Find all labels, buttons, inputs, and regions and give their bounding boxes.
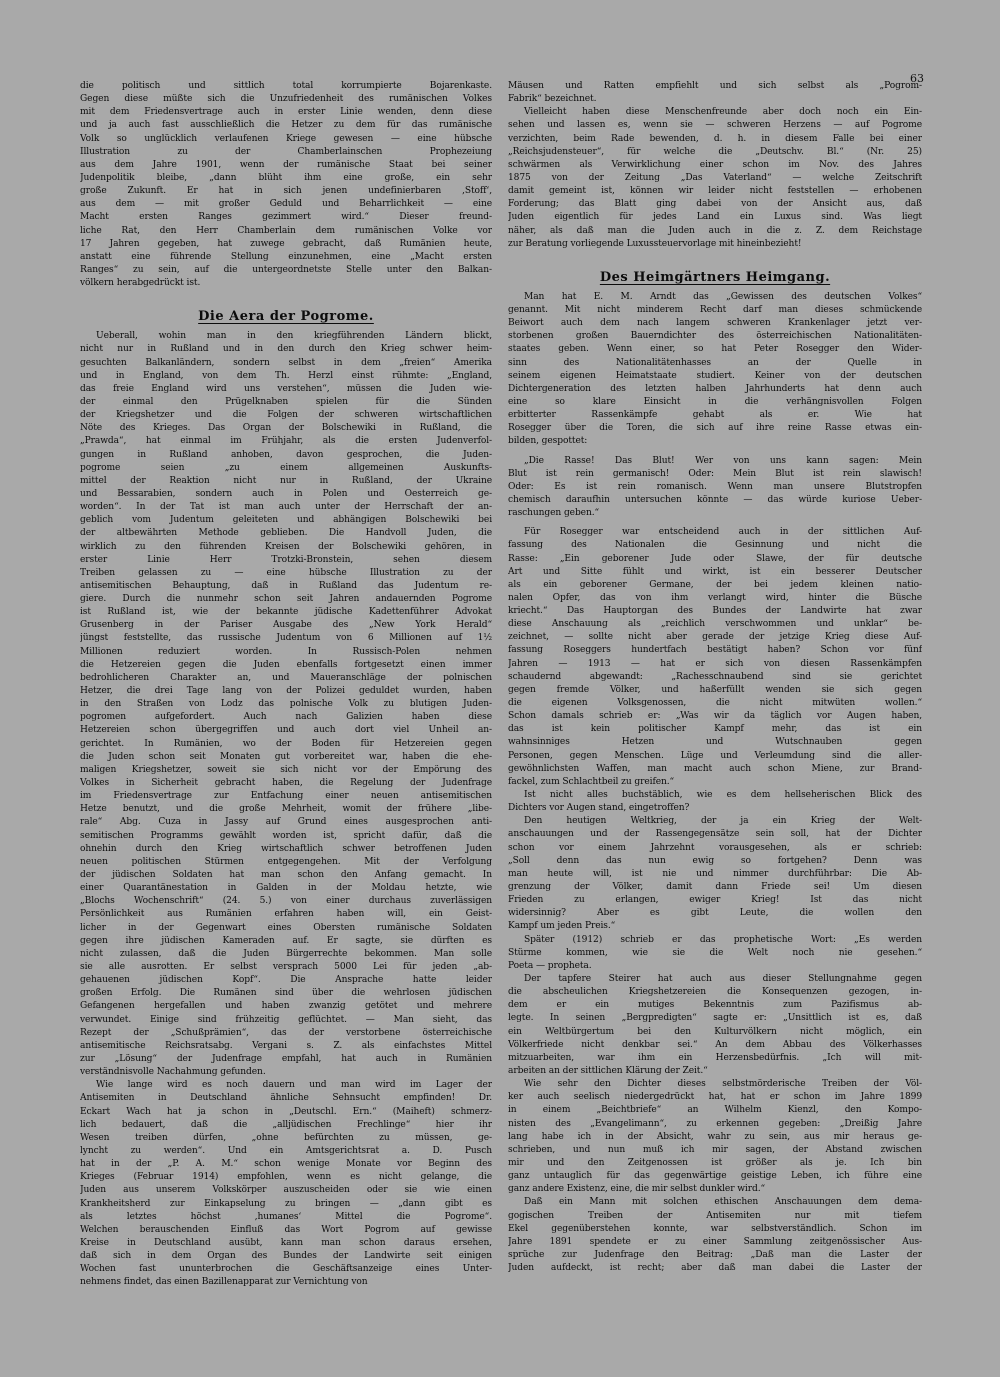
text-line: Stürme kommen, wie sie die Welt noch nie gesehen.“ xyxy=(508,947,922,958)
text-line: Frieden zu erlangen, ewiger Krieg! Ist das nicht xyxy=(508,895,922,906)
text-line: licher in der Gegenwart eines Obersten rumänische Soldaten xyxy=(80,922,492,933)
text-line: der einmal den Prügelknaben spielen für die Sünden xyxy=(80,396,492,407)
text-line: gesuchten Balkanländern, sondern selbst in dem „freien“ Amerika xyxy=(80,357,492,368)
text-line: „Soll denn das nun ewig so fortgehen? Denn was xyxy=(508,855,922,866)
text-line: schaudernd abgewandt: „Rachesschnaubend sind sie gerichtet xyxy=(508,671,922,682)
text-line: diese Anschauung als „reichlich verschwommen und unklar“ be- xyxy=(508,619,922,630)
paragraph xyxy=(508,526,922,789)
text-line: aus dem — mit großer Geduld und Beharrlichkeit — eine xyxy=(80,199,492,210)
paragraph xyxy=(508,291,922,449)
text-line: fassung Roseggers hundertfach bestätigt haben? Schon vor fünf xyxy=(508,645,922,656)
text-line: damit gemeint ist, können wir leider nicht feststellen — erhobenen xyxy=(508,186,922,197)
text-line: die Juden schon seit Monaten gut vorbereitet war, haben die ehe- xyxy=(80,751,492,762)
text-line: chemisch daraufhin untersuchen könnte — das würde kuriose Ueber- xyxy=(508,494,922,505)
text-line: Art und Sitte fühlt und wirkt, ist ein besserer Deutscher xyxy=(508,566,922,577)
paragraph xyxy=(80,1079,492,1289)
quote-block xyxy=(508,455,922,521)
text-line: als letztes höchst ‚humanes‘ Mittel die Pogrome“. xyxy=(80,1211,492,1222)
text-line: geblich vom Judentum geleiteten und abhängigen Bolschewiki bei xyxy=(80,515,492,526)
paragraph xyxy=(508,815,922,933)
text-line: große Zukunft. Er hat in sich jenen undefinierbaren ‚Stoff‘, xyxy=(80,186,492,197)
text-line: der jüdischen Soldaten hat man schon den Anfang gemacht. In xyxy=(80,870,492,881)
text-line: Poeta — propheta. xyxy=(508,960,592,971)
text-line: und ja auch fast ausschließlich die Hetzer zu dem für das rumänische xyxy=(80,120,492,131)
paragraph xyxy=(80,330,492,1079)
text-line: Volkes in Sicherheit gebracht haben, die Regelung der Judenfrage xyxy=(80,778,492,789)
text-line: Kampf um jeden Preis.“ xyxy=(508,921,616,932)
text-line: und Bessarabien, sondern auch in Polen und Oesterreich ge- xyxy=(80,488,492,499)
text-line: mir und den Zeitgenossen ist größer als je. Ich bin xyxy=(508,1157,922,1168)
text-line: lang habe ich in der Absicht, wahr zu sein, aus mir heraus ge- xyxy=(508,1131,922,1142)
text-line: lich bedauert, daß die „alljüdischen Frechlinge“ hier ihr xyxy=(80,1119,492,1130)
paragraph xyxy=(508,1196,922,1275)
text-line: erster Linie Herr Trotzki-Bronstein, sehen diesem xyxy=(80,554,492,565)
text-line: nicht zulassen, daß die Juden Bürgerrechte bekommen. Man solle xyxy=(80,948,492,959)
text-line: Gefangenen hergefallen und haben zwanzig getötet und mehrere xyxy=(80,1001,492,1012)
text-line: dem er ein mutiges Bekenntnis zum Pazifismus ab- xyxy=(508,1000,922,1011)
text-line: Rezept der „Schußprämien“, das der verstorbene österreichische xyxy=(80,1027,492,1038)
text-line: „Blochs Wochenschrift“ (24. 5.) von einer durchaus zuverlässigen xyxy=(80,896,492,907)
text-line: „Prawda“, hat einmal im Frühjahr, als die ersten Judenverfol- xyxy=(80,436,492,447)
text-line: Macht ersten Ranges gezimmert wird.“ Dieser freund- xyxy=(80,212,492,223)
text-line: Völkerfriede nicht denkbar sei.“ An dem Abbau des Völkerhasses xyxy=(508,1039,922,1050)
text-line: Wie sehr den Dichter dieses selbstmörderische Treiben der Völ- xyxy=(524,1079,922,1090)
text-line: Hetze benutzt, und die große Mehrheit, womit der frühere „libe- xyxy=(80,804,492,815)
text-line: Krankheitsherd zur Einkapselung zu bringen — „dann gibt es xyxy=(80,1198,492,1209)
text-line: Eckart Wach hat ja schon in „Deutschl. Ern.“ (Maiheft) schmerz- xyxy=(80,1106,492,1117)
text-line: ohnehin durch den Krieg wirtschaftlich schwer betroffenen Juden xyxy=(80,843,492,854)
text-line: jüngst feststellte, das russische Judentum von 6 Millionen auf 1½ xyxy=(80,633,492,644)
right-column xyxy=(508,80,922,1275)
text-line: ein Weltbürgertum bei den Kulturvölkern nicht möglich, ein xyxy=(508,1026,922,1037)
text-line: Dichters vor Augen stand, eingetroffen? xyxy=(508,803,690,814)
text-line: Persönlichkeit aus Rumänien erfahren haben will, ein Geist- xyxy=(80,909,492,920)
text-line: ker auch seelisch niedergedrückt hat, hat er schon im Jahre 1899 xyxy=(508,1092,922,1103)
text-line: mitzuarbeiten, war ihm ein Herzensbedürfnis. „Ich will mit- xyxy=(508,1052,922,1063)
text-line: wirklich zu den führenden Kreisen der Bolschewiki gehören, in xyxy=(80,541,492,552)
text-line: ist Rußland ist, wie der bekannte jüdische Kadettenführer Advokat xyxy=(80,607,492,618)
text-line: widersinnig? Aber es gibt Leute, die wollen den xyxy=(508,908,922,919)
text-line: rale“ Abg. Cuza in Jassy auf Grund eines ausgesprochen anti- xyxy=(80,817,492,828)
text-line: Fabrik“ bezeichnet. xyxy=(508,94,597,105)
text-line: maligen Kriegshetzer, soweit sie sich nicht vor der Empörung des xyxy=(80,764,492,775)
text-line: sprüche zur Judenfrage den Beitrag: „Daß man die Laster der xyxy=(508,1249,922,1260)
text-line: in einem „Beichtbriefe“ an Wilhelm Kienzl, den Kompo- xyxy=(508,1105,922,1116)
text-line: sie alle ausrotten. Er selbst versprach 5000 Lei für jeden „ab- xyxy=(80,962,492,972)
text-line: mittel der Reaktion nicht nur in Rußland, der Ukraine xyxy=(80,475,492,486)
text-line: legte. In seinen „Bergpredigten“ sagte er: „Unsittlich ist es, daß xyxy=(508,1013,922,1024)
text-line: man heute will, ist nie und nimmer durchführbar: Die Ab- xyxy=(508,868,922,879)
text-line: Nöte des Krieges. Das Organ der Bolschewiki in Rußland, die xyxy=(80,423,492,434)
text-line: „Die Rasse! Das Blut! Wer von uns kann sagen: Mein xyxy=(524,455,922,466)
text-line: das freie England wird uns verstehen“, müssen die Juden wie- xyxy=(80,383,492,394)
text-line: genannt. Mit nicht minderem Recht darf man dieses schmückende xyxy=(508,304,922,315)
text-line: pogrome seien „zu einem allgemeinen Auskunfts- xyxy=(80,462,492,473)
text-line: liche Rat, den Herr Chamberlain dem rumänischen Volke vor xyxy=(80,225,492,236)
text-line: der Kriegshetzer und die Folgen der schweren wirtschaftlichen xyxy=(80,410,492,421)
text-line: nehmens findet, das einen Bazillenapparat zur Vernichtung von xyxy=(80,1277,368,1288)
text-line: völkern herabgedrückt ist. xyxy=(80,278,201,289)
text-line: staates geben. Wenn einer, so hat Peter Rosegger den Wider- xyxy=(508,344,922,355)
text-line: gungen in Rußland anhoben, davon gesprochen, die Juden- xyxy=(80,449,492,460)
text-line: Rasse: „Ein geborener Jude oder Slawe, der für deutsche xyxy=(508,553,922,564)
text-line: antisemitische Reichsratsabg. Vergani s. Z. als einfachstes Mittel xyxy=(80,1040,492,1051)
text-line: zur „Lösung“ der Judenfrage empfahl, hat auch in Rumänien xyxy=(80,1053,492,1064)
text-line: die eigenen Volksgenossen, die nicht mitwüten wollen.“ xyxy=(508,698,922,709)
text-line: Man hat E. M. Arndt das „Gewissen des deutschen Volkes“ xyxy=(524,291,922,302)
text-line: ganz untauglich für das gegenwärtige geistige Leben, ich führe eine xyxy=(508,1171,922,1182)
text-line: wahnsinniges Hetzen und Wutschnauben gegen xyxy=(508,737,922,748)
text-line: Hetzereien schon übergegriffen und auch dort viel Unheil an- xyxy=(80,725,492,736)
text-line: Daß ein Mann mit solchen ethischen Anschauungen dem dema- xyxy=(524,1197,922,1208)
text-line: Personen, gegen Menschen. Lüge und Verleumdung sind die aller- xyxy=(508,750,922,761)
text-line: raschungen geben.“ xyxy=(508,508,600,519)
text-line: aus dem Jahre 1901, wenn der rumänische Staat bei seiner xyxy=(80,159,492,170)
text-line: Juden aufdeckt, ist recht; aber daß man dabei die Laster der xyxy=(508,1263,922,1274)
text-line: zur Beratung vorliegende Luxussteuervorlage mit hineinbezieht! xyxy=(508,238,802,249)
text-line: lyncht zu werden“. Und ein Amtsgerichtsrat a. D. Pusch xyxy=(80,1145,492,1156)
text-line: gerichtet. In Rumänien, wo der Boden für Hetzereien gegen xyxy=(80,738,492,749)
text-line: giere. Durch die nunmehr schon seit Jahren andauernden Pogrome xyxy=(80,594,492,605)
text-line: Ranges“ zu sein, auf die untergeordnetste Stelle unter den Balkan- xyxy=(80,264,492,275)
paragraph xyxy=(508,1078,922,1196)
text-line: fassung des Nationalen die Gesinnung und nicht die xyxy=(508,540,922,551)
paragraph xyxy=(508,789,922,815)
text-line: „Reichsjudensteuer“, für welche die „Deutschv. Bl.“ (Nr. 25) xyxy=(508,146,922,157)
text-line: Wochen fast ununterbrochen die Geschäftsanzeige eines Unter- xyxy=(80,1264,492,1275)
text-line: gewöhnlichsten Waffen, man macht auch schon Miene, zur Brand- xyxy=(508,763,922,774)
paragraph xyxy=(508,973,922,1078)
text-line: Jahren — 1913 — hat er sich von diesen Rassenkämpfen xyxy=(508,658,922,669)
text-line: 1875 von der Zeitung „Das Vaterland“ — welche Zeitschrift xyxy=(508,172,922,183)
text-line: Kreise in Deutschland ausübt, kann man schon daraus ersehen, xyxy=(80,1237,492,1248)
section-heading-heimgang: Des Heimgärtners Heimgang. xyxy=(599,269,831,285)
section-heading-pogrome: Die Aera der Pogrome. xyxy=(198,309,374,325)
text-line: Grusenberg in der Pariser Ausgabe des „New York Herald“ xyxy=(80,620,492,631)
text-line: grenzung der Völker, damit dann Friede sei! Um diesen xyxy=(508,882,922,893)
text-line: ganz andere Existenz, eine, die mir selbst dunkler wird.“ xyxy=(508,1184,766,1195)
text-line: Ist nicht alles buchstäblich, wie es dem hellseherischen Blick des xyxy=(524,790,922,801)
text-line: Für Rosegger war entscheidend auch in der sittlichen Auf- xyxy=(524,527,922,538)
text-line: die politisch und sittlich total korrumpierte Bojarenkaste. xyxy=(80,81,492,91)
text-line: nicht nur in Rußland und in den durch den Krieg schwer heim- xyxy=(80,344,492,355)
text-line: Juden aus unserem Volkskörper auszuscheiden oder sie wie einen xyxy=(80,1185,492,1196)
intro-paragraph xyxy=(80,80,492,290)
paragraph xyxy=(508,106,922,251)
text-line: zeichnet, — sollte nicht aber gerade der jetzige Krieg diese Auf- xyxy=(508,632,922,643)
text-line: Vielleicht haben diese Menschenfreunde aber doch noch ein Ein- xyxy=(524,107,922,118)
text-line: Antisemiten in Deutschland ähnliche Sehnsucht empfinden! Dr. xyxy=(80,1093,492,1104)
text-line: die Hetzereien gegen die Juden ebenfalls fortgesetzt einen immer xyxy=(80,659,492,670)
text-line: Forderung; das Blatt ging dabei von der Ansicht aus, daß xyxy=(508,199,922,210)
text-line: Wie lange wird es noch dauern und man wird im Lager der xyxy=(96,1080,492,1091)
text-line: Beiwort auch dem nach langem schweren Krankenlager jetzt ver- xyxy=(508,318,922,329)
text-line: bedrohlicheren Charakter an, und Maueranschläge der polnischen xyxy=(80,672,492,683)
text-line: schon vor einem Jahrzehnt vorausgesehen, als er schrieb: xyxy=(508,842,922,853)
text-line: sinn des Nationalitätenhasses an der Quelle in xyxy=(508,357,922,368)
paragraph-continued xyxy=(508,80,922,106)
text-line: Schon damals schrieb er: „Was wir da täglich vor Augen haben, xyxy=(508,711,922,722)
text-line: Treiben gelassen zu — eine hübsche Illustration zu der xyxy=(80,567,492,578)
text-line: Ekel gegenüberstehen konnte, war selbstverständlich. Schon im xyxy=(508,1223,922,1234)
text-line: mit dem Friedensvertrage auch in erster Linie wenden, denn diese xyxy=(80,107,492,118)
text-line: Krieges (Februar 1914) empfohlen, wenn es nicht gelange, die xyxy=(80,1172,492,1183)
text-line: seinem eigenen Heimatstaate studiert. Keiner von der deutschen xyxy=(508,370,922,381)
text-line: Hetzer, die drei Tage lang von der Polizei geduldet wurden, haben xyxy=(80,686,492,697)
text-line: das ist kein politischer Kampf mehr, das ist ein xyxy=(508,724,922,735)
text-line: Wesen treiben dürfen, „ohne befürchten zu müssen, ge- xyxy=(80,1132,492,1143)
text-line: Jahre 1891 spendete er zu einer Sammlung zeitgenössischer Aus- xyxy=(508,1236,922,1247)
text-line: Illustration zu der Chamberlainschen Prophezeiung xyxy=(80,146,492,157)
text-line: großen Erfolg. Die Rumänen sind über die wehrlosen jüdischen xyxy=(80,988,492,999)
text-line: schrieben, und nun muß ich mir sagen, der Abstand zwischen xyxy=(508,1144,922,1155)
text-line: daß sich in dem Organ des Bundes der Landwirte seit einigen xyxy=(80,1251,492,1262)
text-line: der altbewährten Methode geblieben. Die Handvoll Juden, die xyxy=(80,528,492,539)
text-line: Juden eigentlich für jedes Land ein Luxus sind. Was liegt xyxy=(508,212,922,223)
text-line: Oder: Es ist rein romanisch. Wenn man unsere Blutstropfen xyxy=(508,481,922,492)
text-line: Den heutigen Weltkrieg, der ja ein Krieg der Welt- xyxy=(524,816,922,827)
text-line: im Friedensvertrage zur Entfachung einer neuen antisemitischen xyxy=(80,791,492,802)
text-line: verwundet. Einige sind frühzeitig geflüchtet. — Man sieht, das xyxy=(80,1014,492,1025)
text-line: anschauungen und der Rassengegensätze sein soll, hat der Dichter xyxy=(508,829,922,840)
text-line: Judenpolitik bleibe, „dann blüht ihm eine große, ein sehr xyxy=(80,172,492,183)
text-line: Welchen berauschenden Einfluß das Wort Pogrom auf gewisse xyxy=(80,1224,492,1235)
text-line: anstatt eine führende Stellung einzunehmen, eine „Macht ersten xyxy=(80,251,492,262)
text-line: verzichten, beim Rade bewenden, d. h. in diesem Falle bei einer xyxy=(508,133,922,144)
text-line: Blut ist rein germanisch! Oder: Mein Blut ist rein slawisch! xyxy=(508,468,922,479)
text-line: semitischen Programms gewählt worden ist, spricht dafür, daß die xyxy=(80,830,492,841)
text-line: eine so klare Einsicht in die verhängnisvollen Folgen xyxy=(508,396,922,407)
text-line: und in England, von dem Th. Herzl einst rühmte: „England, xyxy=(80,370,492,381)
text-line: gegen fremde Völker, und haßerfüllt wenden sie sich gegen xyxy=(508,684,922,695)
text-line: gegen ihre jüdischen Kameraden auf. Er sagte, sie dürften es xyxy=(80,935,492,946)
text-line: Ueberall, wohin man in den kriegführenden Ländern blickt, xyxy=(96,331,492,342)
text-line: nisten des „Evangelimann“, zu erkennen gegeben: „Dreißig Jahre xyxy=(508,1118,922,1129)
text-line: Der tapfere Steirer hat auch aus dieser Stellungnahme gegen xyxy=(524,974,922,984)
left-column xyxy=(80,80,492,1290)
text-line: storbenen großen Bauerndichter des österreichischen Nationalitäten- xyxy=(508,331,922,342)
paragraph xyxy=(508,934,922,973)
text-line: näher, als daß man die Juden auch in die z. Z. dem Reichstage xyxy=(508,225,922,236)
text-line: hat in der „P. A. M.“ schon wenige Monate vor Beginn des xyxy=(80,1159,492,1170)
text-line: erbitterter Rassenkämpfe gehabt als er. Wie hat xyxy=(508,410,922,421)
text-line: pogromen aufgefordert. Auch nach Galizien haben diese xyxy=(80,712,492,723)
text-line: Millionen reduziert worden. In Russisch-Polen nehmen xyxy=(80,646,492,657)
text-line: als ein geborener Germane, der bei jedem kleinen natio- xyxy=(508,579,922,590)
text-line: gehauenen jüdischen Kopf“. Die Ansprache hatte leider xyxy=(80,975,492,986)
text-line: Mäusen und Ratten empfiehlt und sich selbst als „Pogrom- xyxy=(508,81,922,91)
text-line: kriecht.“ Das Hauptorgan des Bundes der Landwirte hat zwar xyxy=(508,606,922,617)
text-line: sehen und lassen es, wenn sie — schweren Herzens — auf Pogrome xyxy=(508,120,922,131)
text-line: verständnisvolle Nachahmung gefunden. xyxy=(80,1067,266,1078)
text-line: gogischen Treiben der Antisemiten nur mit tiefem xyxy=(508,1210,922,1221)
text-line: fackel, zum Schlachtbeil zu greifen.“ xyxy=(508,776,675,787)
text-line: Gegen diese müßte sich die Unzufriedenheit des rumänischen Volkes xyxy=(80,94,492,105)
text-line: nalen Opfer, das von ihm verlangt wird, hinter die Büsche xyxy=(508,592,922,603)
text-line: Rosegger über die Toren, die sich auf ihre reine Rasse etwas ein- xyxy=(508,423,922,434)
text-line: Volk so unglücklich verlaufenen Kriege gewesen — eine hübsche xyxy=(80,133,492,144)
text-line: einer Quarantänestation in Galden in der Moldau hetzte, wie xyxy=(80,883,492,894)
text-line: 17 Jahren gegeben, hat zuwege gebracht, daß Rumänien heute, xyxy=(80,238,492,249)
text-line: Dichtergeneration des letzten halben Jahrhunderts hat denn auch xyxy=(508,383,922,394)
text-line: die abscheulichen Kriegshetzereien die Konsequenzen gezogen, in- xyxy=(508,987,922,998)
text-line: bilden, gespottet: xyxy=(508,436,588,447)
text-line: in den Straßen von Lodz das polnische Volk zu blutigen Juden- xyxy=(80,699,492,710)
text-line: antisemitischen Behauptung, daß in Rußland das Judentum re- xyxy=(80,580,492,591)
text-line: schwärmen als Verwirklichung einer schon im Nov. des Jahres xyxy=(508,159,922,170)
text-line: neuen politischen Stürmen entgegengehen. Mit der Verfolgung xyxy=(80,856,492,867)
page-number: 63 xyxy=(910,72,924,85)
text-line: Später (1912) schrieb er das prophetische Wort: „Es werden xyxy=(524,934,922,945)
text-line: arbeiten an der sittlichen Klärung der Zeit.“ xyxy=(508,1065,708,1076)
text-line: worden“. In der Tat ist man auch unter der Herrschaft der an- xyxy=(80,502,492,513)
